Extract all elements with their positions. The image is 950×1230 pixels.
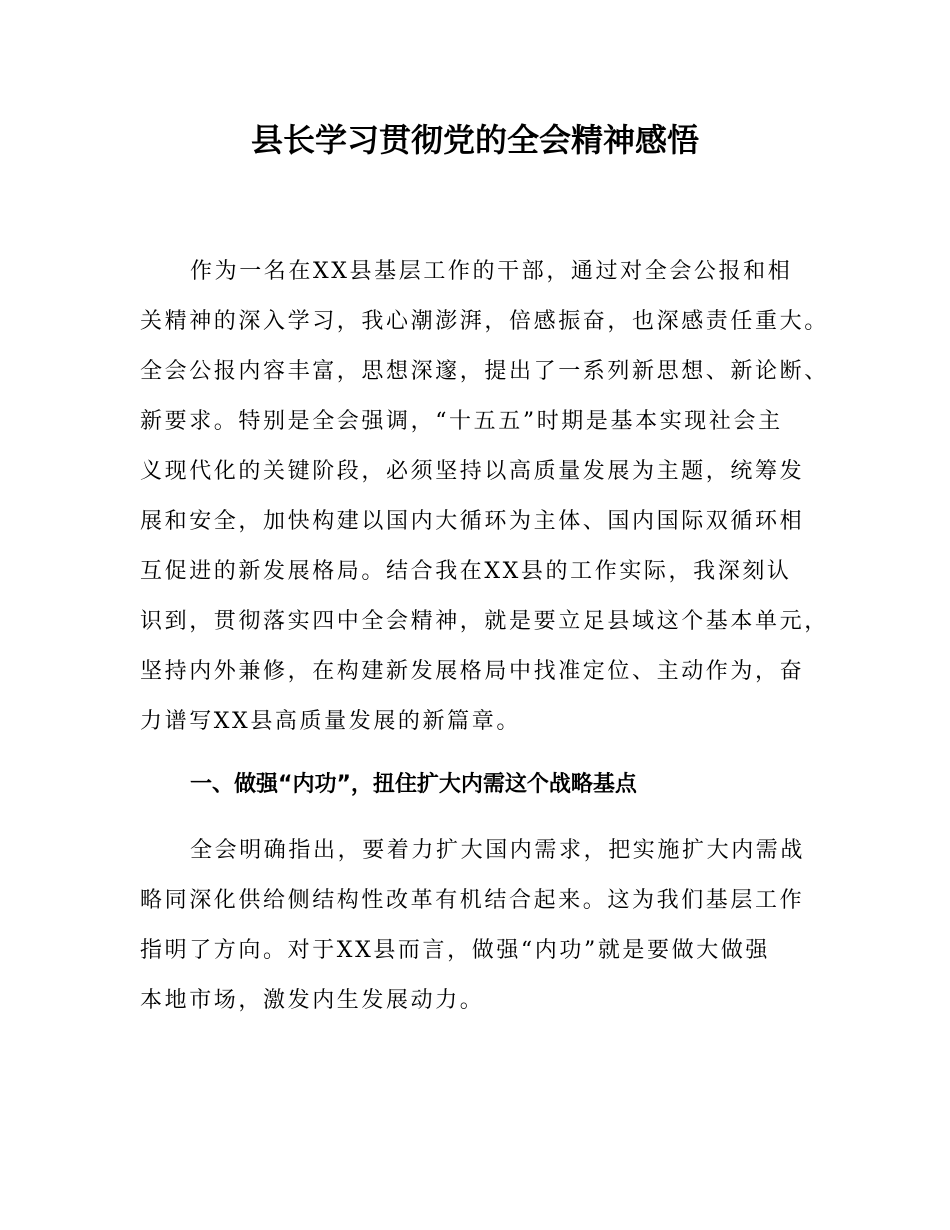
paragraph-line: 全会公报内容丰富，思想深邃，提出了一系列新思想、新论断、 <box>140 359 829 384</box>
paragraph-line: 坚持内外兼修，在构建新发展格局中找准定位、主动作为，奋 <box>140 659 805 684</box>
paragraph-line: 新要求。特别是全会强调，“十五五”时期是基本实现社会主 <box>140 409 783 434</box>
paragraph-line: 指明了方向。对于XX县而言，做强“内功”就是要做大做强 <box>140 938 771 963</box>
paragraph-line: 识到，贯彻落实四中全会精神，就是要立足县域这个基本单元， <box>140 609 829 634</box>
paragraph-line: 关精神的深入学习，我心潮澎湃，倍感振奋，也深感责任重大。 <box>140 309 829 334</box>
paragraph-line: 义现代化的关键阶段，必须坚持以高质量发展为主题，统筹发 <box>140 459 805 484</box>
paragraph-line: 本地市场，激发内生发展动力。 <box>140 988 485 1013</box>
paragraph-line: 全会明确指出，要着力扩大国内需求，把实施扩大内需战 <box>190 838 806 863</box>
section-paragraph <box>140 826 840 1026</box>
paragraph-line: 略同深化供给侧结构性改革有机结合起来。这为我们基层工作 <box>140 888 805 913</box>
document-title: 县长学习贯彻党的全会精神感悟 <box>250 121 699 159</box>
paragraph-line: 展和安全，加快构建以国内大循环为主体、国内国际双循环相 <box>140 509 805 534</box>
section-heading: 一、做强“内功”，扭住扩大内需这个战略基点 <box>190 772 637 797</box>
intro-paragraph <box>140 247 840 747</box>
paragraph-line: 力谱写XX县高质量发展的新篇章。 <box>140 709 521 734</box>
paragraph-line: 互促进的新发展格局。结合我在XX县的工作实际，我深刻认 <box>140 559 792 584</box>
paragraph-line: 作为一名在XX县基层工作的干部，通过对全会公报和相 <box>190 259 793 284</box>
